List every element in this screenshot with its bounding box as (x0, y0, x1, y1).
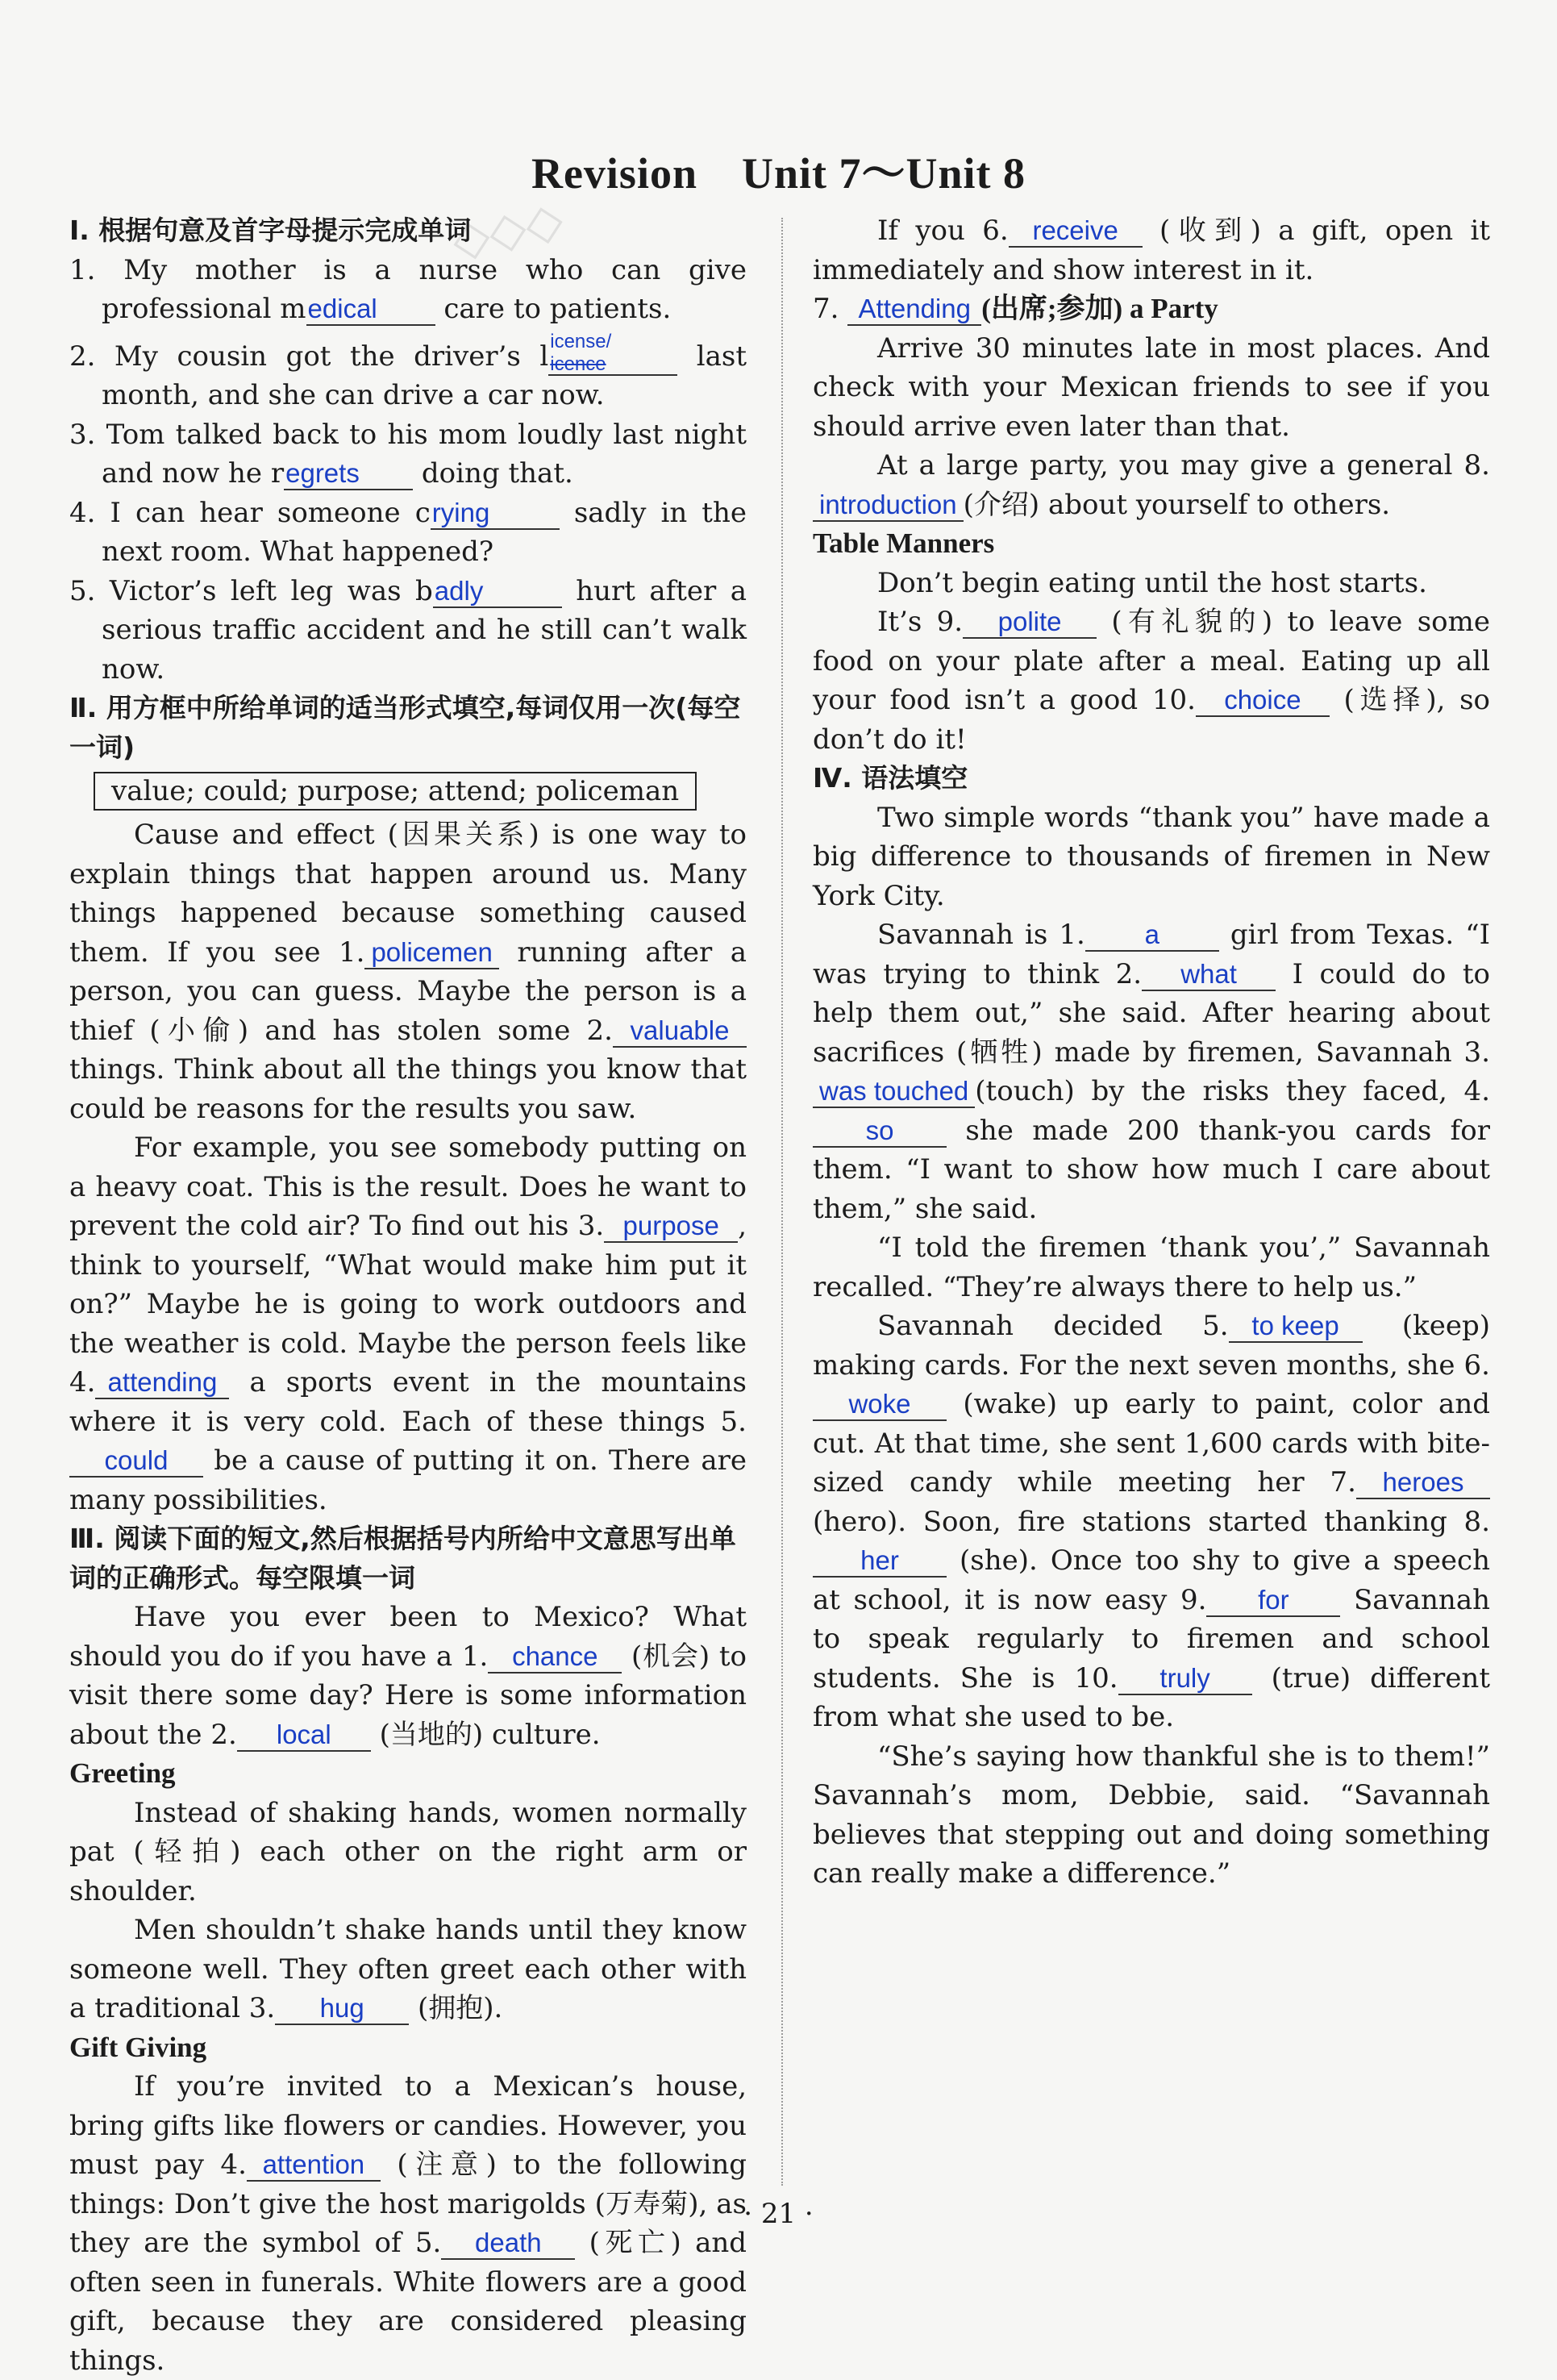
s3-table-2: It’s 9. polite (有礼貌的) to leave some food on your plate after a meal. Eating up all your food isn’t a good 10. choice (选择), so don’t do it! (813, 606, 1490, 756)
answer-blank[interactable]: adly (433, 576, 562, 608)
answer-blank[interactable]: receive (1009, 215, 1143, 248)
answer-blank[interactable]: to keep (1229, 1311, 1363, 1343)
s4-paragraph-2: Savannah is 1. a girl from Texas. “I was trying to think 2. what I could do to help them out,” she said. After hearing about sacrifices (牺牲) made by firemen, Savannah 3.was touched (touch) by the risks they faced, 4.so she made 200 thank-you cards for them. “I want to show how much I care about them,” she said. (813, 919, 1491, 1225)
answer-blank[interactable]: woke (813, 1389, 947, 1421)
s1-item-3: 3. Tom talked back to his mom loudly last night and now he regrets doing that. (69, 418, 747, 490)
s3-gift-1: If you’re invited to a Mexican’s house, bring gifts like flowers or candies. However, you must pay 4. attention (注意) to the following things: Don’t give the host marigolds (万寿菊), as they are the symbol of 5. death (死亡) and often seen in funerals. White flowers are a good gift, because they are considered pleasing things. (69, 2070, 747, 2377)
answer-blank[interactable]: icense/ icence (548, 329, 677, 376)
answer-blank[interactable]: heroes (1356, 1467, 1490, 1499)
s3-paragraph-1: Have you ever been to Mexico? What should you do if you have a 1. chance (机会) to visit there some day? Here is some information about the 2. local (当地的) culture. (69, 1601, 747, 1751)
s3-gift-2: If you 6. receive (收到) a gift, open it immediately and show interest in it. (813, 215, 1490, 286)
answer-blank[interactable]: valuable (613, 1015, 747, 1048)
answer-blank[interactable]: was touched (813, 1076, 975, 1108)
answer-blank[interactable]: introduction (813, 490, 964, 522)
answer-blank[interactable]: attention (247, 2149, 381, 2182)
answer-blank[interactable]: egrets (284, 458, 413, 490)
s1-item-1: 1. My mother is a nurse who can give professional medical care to patients. (69, 253, 747, 325)
subheading-gift-giving: Gift Giving (69, 2031, 207, 2063)
answer-blank[interactable]: chance (488, 1641, 622, 1674)
s3-party-2: At a large party, you may give a general 8.introduction (介绍) about yourself to others. (813, 446, 1490, 524)
answer-blank[interactable]: local (237, 1719, 371, 1752)
answer-blank[interactable]: rying (431, 498, 560, 530)
answer-blank[interactable]: purpose (604, 1211, 738, 1243)
right-column (813, 211, 1490, 1894)
answer-blank[interactable]: hug (275, 1993, 409, 2025)
s4-paragraph-3: “I told the firemen ‘thank you’,” Savannah recalled. “They’re always there to help us.” (813, 1232, 1490, 1303)
s3-table-1: Don’t begin eating until the host starts. (877, 566, 1427, 599)
answer-blank[interactable]: attending (95, 1367, 229, 1399)
s3-greeting-2: Men shouldn’t shake hands until they know someone well. They often greet each other with a traditional 3. hug (拥抱). (69, 1914, 747, 2024)
s4-paragraph-1: Two simple words “thank you” have made a big difference to thousands of firemen in New York City. (813, 801, 1490, 912)
answer-blank[interactable]: death (441, 2228, 575, 2260)
section3-heading: Ⅲ. 阅读下面的短文,然后根据括号内所给中文意思写出单词的正确形式。每空限填一词 (69, 1523, 736, 1594)
s2-paragraph-2: For example, you see somebody putting on a heavy coat. This is the result. Does he want to prevent the cold air? To find out his 3. purpose , think to yourself, “What would make him put it on?” Maybe he is going to work outdoors and the weather is cold. Maybe the person feels like 4. attending a sports event in the mountains where it is very cold. Each of these things 5.could be a cause of putting it on. There are many possibilities. (69, 1132, 747, 1516)
section4-heading: Ⅳ. 语法填空 (813, 762, 968, 794)
answer-blank[interactable]: policemen (364, 937, 498, 969)
s3-party-1: Arrive 30 minutes late in most places. And check with your Mexican friends to see if you should arrive even later than that. (813, 331, 1490, 443)
answer-blank[interactable]: choice (1196, 685, 1330, 717)
page-title: Revision Unit 7～Unit 8 (531, 149, 1026, 198)
subheading-table-manners: Table Manners (813, 527, 995, 559)
subheading-party: 7. Attending (出席;参加) a Party (813, 293, 1218, 325)
section1-heading: Ⅰ. 根据句意及首字母提示完成单词 (69, 215, 472, 246)
s1-item-5: 5. Victor’s left leg was badly hurt after a serious traffic accident and he still can’t walk now. (69, 574, 747, 686)
answer-blank[interactable]: edical (306, 294, 435, 326)
word-box: value; could; purpose; attend; policeman (94, 772, 697, 811)
subheading-greeting: Greeting (69, 1757, 176, 1789)
answer-blank[interactable]: for (1206, 1585, 1340, 1617)
answer-blank[interactable]: Attending (847, 294, 981, 326)
answer-blank[interactable]: what (1142, 959, 1276, 991)
answer-blank[interactable]: a (1085, 919, 1219, 952)
answer-blank[interactable]: could (69, 1445, 203, 1478)
s4-paragraph-5: “She’s saying how thankful she is to them!” Savannah’s mom, Debbie, said. “Savannah believes that stepping out and doing something can really make a difference.” (813, 1740, 1490, 1890)
s1-item-2: 2. My cousin got the driver’s license/ icence last month, and she can drive a car now. (69, 330, 747, 411)
s3-greeting-1: Instead of shaking hands, women normally pat (轻拍) each other on the right arm or shoulder. (69, 1796, 747, 1907)
s4-paragraph-4: Savannah decided 5. to keep (keep) making cards. For the next seven months, she 6.woke (wake) up early to paint, color and cut. At that time, she sent 1,600 cards with bite-sized candy while meeting her 7. heroes (hero). Soon, fire stations started thanking 8.her (she). Once too shy to give a speech at school, it is now easy 9. for Savannah to speak regularly to firemen and school students. She is 10. truly (true) different from what she used to be. (813, 1310, 1491, 1733)
page-number: · 21 · (743, 2198, 814, 2230)
column-divider (781, 218, 783, 2186)
s2-paragraph-1: Cause and effect (因果关系) is one way to explain things that happen around us. Many things happened because something caused them. If you see 1. policemen running after a person, you can guess. Maybe the person is a thief (小偷) and has stolen some 2. valuable things. Think about all the things you know that could be reasons for the results you saw. (69, 819, 747, 1125)
left-column (69, 211, 747, 2380)
answer-blank[interactable]: so (813, 1115, 947, 1148)
watermark: ◇◇◇ (447, 190, 568, 269)
answer-blank[interactable]: truly (1118, 1663, 1252, 1695)
answer-blank[interactable]: her (813, 1545, 947, 1578)
s1-item-4: 4. I can hear someone crying sadly in the next room. What happened? (69, 496, 747, 568)
answer-blank[interactable]: polite (963, 606, 1097, 639)
section2-heading: Ⅱ. 用方框中所给单词的适当形式填空,每词仅用一次(每空一词) (69, 692, 741, 763)
